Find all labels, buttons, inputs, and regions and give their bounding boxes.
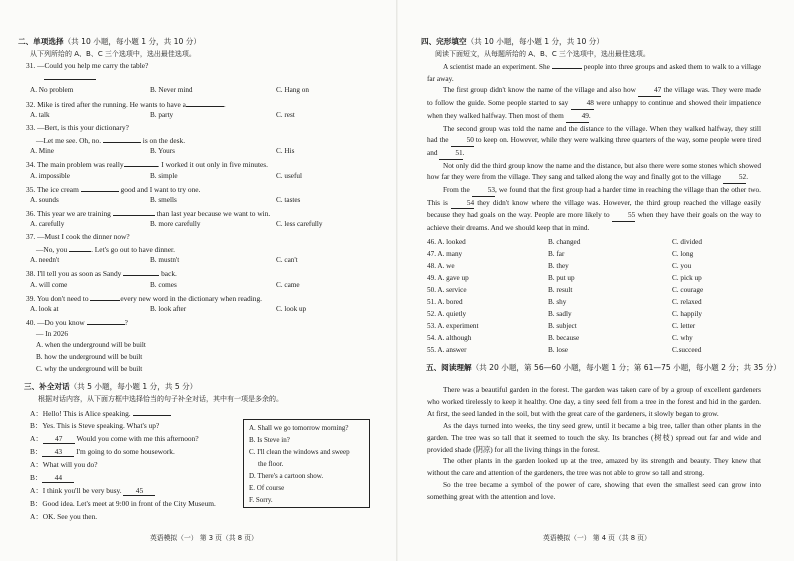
cloze-blank[interactable]: 51 <box>439 147 462 160</box>
question-33: 33. —Bert, is this your dictionary? <box>26 123 129 132</box>
cloze-paragraph <box>427 84 761 122</box>
q35-option-c[interactable]: C. tastes <box>276 196 301 204</box>
question-40: 40. —Do you know ? <box>26 318 128 327</box>
section-4-instruction: 阅读下面短文，从每题所给的 A、B、C 三个选项中，选出最佳选项。 <box>435 50 650 58</box>
q40-option-c[interactable]: C. why the underground will be built <box>36 365 143 373</box>
cloze-text: . <box>462 147 465 157</box>
q33-option-a[interactable]: A. Mine <box>30 147 54 155</box>
q35-option-b[interactable]: B. smells <box>150 196 177 204</box>
cloze-option[interactable]: 46. A. looked <box>427 238 466 246</box>
cloze-option[interactable]: B. lose <box>548 346 568 354</box>
cloze-blank[interactable]: 53 <box>472 184 495 197</box>
section-2-heading: 二、单项选择（共 10 小题，每小题 1 分，共 10 分） <box>18 37 201 46</box>
cloze-option[interactable]: 53. A. experiment <box>427 322 479 330</box>
cloze-option[interactable]: C. long <box>672 250 694 258</box>
reading-paragraph: The other plants in the garden looked up at the tree, amazed by its strength and beauty. They knew that without the care and attention of the gardeners, the tree was not able to grow so tall and strong. <box>427 456 761 478</box>
cloze-option[interactable]: B. shy <box>548 298 567 306</box>
cloze-blank[interactable]: 54 <box>451 197 474 210</box>
q33-option-b[interactable]: B. Yours <box>150 147 175 155</box>
cloze-option[interactable]: B. far <box>548 250 565 258</box>
q40-option-a[interactable]: A. when the underground will be built <box>36 341 146 349</box>
q31-option-c[interactable]: C. Hang on <box>276 86 309 94</box>
cloze-option[interactable]: 51. A. bored <box>427 298 463 306</box>
cloze-text: . <box>588 110 591 120</box>
cloze-option[interactable]: 54. A. although <box>427 334 472 342</box>
cloze-text: , we found that the first group had a harder time in reaching the village than the other two. This is <box>427 185 761 207</box>
page-4-footer: 英语模拟（一） 第 4 页（共 8 页） <box>543 534 651 542</box>
box-option-d[interactable]: D. There's a cartoon show. <box>249 472 324 480</box>
cloze-paragraph <box>427 123 761 160</box>
cloze-text: Not only did the third group know the name and the distance, but also there were some stones which showed how far they were from the village. They sang and talked along the way and finally got to the village <box>427 160 761 182</box>
cloze-option[interactable]: B. sadly <box>548 310 572 318</box>
q36-option-c[interactable]: C. less carefully <box>276 220 323 228</box>
cloze-option[interactable]: B. they <box>548 262 569 270</box>
reading-passage <box>427 384 761 503</box>
q37-option-a[interactable]: A. needn't <box>30 256 60 264</box>
q31-option-b[interactable]: B. Never mind <box>150 86 193 94</box>
cloze-option[interactable]: C. relaxed <box>672 298 702 306</box>
cloze-option[interactable]: C. happily <box>672 310 702 318</box>
q36-option-a[interactable]: A. carefully <box>30 220 65 228</box>
question-32: 32. Mike is tired after the running. He wants to have a . <box>26 100 226 109</box>
cloze-text: A scientist made an experiment. She <box>443 62 552 71</box>
section-4-heading: 四、完形填空（共 10 小题，每小题 1 分，共 10 分） <box>421 37 604 46</box>
dialogue-line-4: B： 43 I'm going to do some housework. <box>30 447 175 456</box>
cloze-option[interactable]: C. letter <box>672 322 696 330</box>
dialogue-line-2: B：Yes. This is Steve speaking. What's up? <box>30 421 160 430</box>
q32-option-c[interactable]: C. rest <box>276 111 295 119</box>
question-38: 38. I'll tell you as soon as Sandy back. <box>26 269 177 278</box>
cloze-text: . <box>746 172 749 182</box>
reading-paragraph: So the tree became a symbol of the power of care, showing that even the smallest seed can grow into something great with the attention and love. <box>427 480 761 502</box>
cloze-blank[interactable]: 49 <box>566 110 589 123</box>
q33-option-c[interactable]: C. His <box>276 147 295 155</box>
cloze-option[interactable]: 52. A. quietly <box>427 310 467 318</box>
section-5-heading: 五、阅读理解（共 20 小题，第 56—60 小题，每小题 1 分；第 61—75 小题，每小题 2 分；共 35 分） <box>426 363 781 372</box>
q39-option-b[interactable]: B. look after <box>150 305 187 313</box>
question-37-line2: —No, you . Let's go out to have dinner. <box>36 245 175 254</box>
box-option-b[interactable]: B. Is Steve in? <box>249 436 290 444</box>
dialogue-options-box <box>243 419 370 508</box>
cloze-option[interactable]: 50. A. service <box>427 286 467 294</box>
cloze-blank[interactable]: 47 <box>638 84 661 97</box>
reading-paragraph: There was a beautiful garden in the forest. The garden was taken care of by a group of excellent gardeners who worked tirelessly to keep it healthy. One day, a tiny seed fell from a tree in the forest and hid in the garden. At first, the seed landed in the soil, but with the great care of the gardeners, it slowly began to grow. <box>427 385 761 418</box>
cloze-text: The first group didn't know the name of the village and also how <box>443 85 639 95</box>
dialogue-line-7: A：I think you'll be very busy. 45 <box>30 486 155 496</box>
dialogue-line-6: B： 44 <box>30 473 74 483</box>
dialogue-line-3: A： 47 Would you come with me this afternoon? <box>30 434 199 443</box>
q34-option-c[interactable]: C. useful <box>276 172 302 180</box>
cloze-option[interactable]: 47. A. many <box>427 250 463 258</box>
cloze-option[interactable]: B. because <box>548 334 580 342</box>
question-31: 31. —Could you help me carry the table? <box>26 61 149 70</box>
cloze-option[interactable]: 55. A. answer <box>427 346 467 354</box>
cloze-text: to keep on. However, while they were walking three quarters of the way, some people were tired and <box>427 135 761 157</box>
box-option-f[interactable]: F. Sorry. <box>249 496 273 504</box>
question-33-line2: —Let me see. Oh, no. is on the desk. <box>36 136 186 145</box>
cloze-paragraph <box>427 160 761 184</box>
cloze-option[interactable]: B. changed <box>548 238 581 246</box>
cloze-blank[interactable] <box>552 68 582 69</box>
question-39: 39. You don't need to every new word in the dictionary when reading. <box>26 294 262 303</box>
q39-option-a[interactable]: A. look at <box>30 305 59 313</box>
q39-option-c[interactable]: C. look up <box>276 305 307 313</box>
cloze-option[interactable]: 49. A. gave up <box>427 274 469 282</box>
cloze-paragraph <box>427 61 761 84</box>
question-31-blank <box>44 72 96 82</box>
q38-option-a[interactable]: A. will come <box>30 281 68 289</box>
section-3-instruction: 根据对话内容，从下面方框中选择恰当的句子补全对话，其中有一项是多余的。 <box>38 395 283 403</box>
cloze-option[interactable]: C. pick up <box>672 274 702 282</box>
q35-option-a[interactable]: A. sounds <box>30 196 59 204</box>
cloze-passage <box>427 61 761 234</box>
page-3-footer: 英语模拟（一） 第 3 页（共 8 页） <box>150 534 258 542</box>
cloze-option[interactable]: C. why <box>672 334 693 342</box>
q32-option-b[interactable]: B. party <box>150 111 174 119</box>
cloze-text: the village was. They were made to follow the guide. Some people started to say <box>427 85 761 108</box>
question-40-line2: — In 2026 <box>36 329 69 338</box>
dialogue-line-8: B：Good idea. Let's meet at 9:00 in front of the City Museum. <box>30 499 216 508</box>
cloze-blank[interactable]: 52 <box>723 171 746 184</box>
box-option-c[interactable]: C. I'll clean the windows and sweep <box>249 448 350 456</box>
cloze-option[interactable]: B. result <box>548 286 573 294</box>
cloze-text: were unhappy to continue and showed their impatience when they walked halfway. Then most of them <box>427 98 761 120</box>
cloze-option[interactable]: B. put up <box>548 274 575 282</box>
q31-option-a[interactable]: A. No problem <box>30 86 74 94</box>
box-option-a[interactable]: A. Shall we go tomorrow morning? <box>249 424 349 432</box>
cloze-paragraph <box>427 184 761 234</box>
cloze-text: The second group was told the name and the distance to the village. When they walked halfway, they still had the <box>427 123 761 145</box>
dialogue-line-5: A：What will you do? <box>30 460 98 469</box>
cloze-option[interactable]: C. you <box>672 262 692 270</box>
box-option-e[interactable]: E. Of course <box>249 484 285 492</box>
cloze-option[interactable]: C. courage <box>672 286 704 294</box>
q37-option-b[interactable]: B. mustn't <box>150 256 180 264</box>
dialogue-line-1: A：Hello! This is Alice speaking. <box>30 408 171 418</box>
cloze-blank[interactable]: 48 <box>571 97 594 110</box>
q36-option-b[interactable]: B. more carefully <box>150 220 201 228</box>
q32-option-a[interactable]: A. talk <box>30 111 50 119</box>
cloze-text: From the <box>443 185 472 195</box>
cloze-option[interactable]: C. divided <box>672 238 702 246</box>
q40-option-b[interactable]: B. how the underground will be built <box>36 353 143 361</box>
reading-paragraph: As the days turned into weeks, the tiny seed grew, until it became a big tree, taller than other plants in the garden. The tree was so tall that it seemed to touch the sky. Its branches (树枝) spread out far and wide and provided shade (阴凉) for all the living things in the forest. <box>427 420 761 454</box>
q34-option-a[interactable]: A. impossible <box>30 172 70 180</box>
section-3-heading: 三、补全对话（共 5 小题，每小题 1 分，共 5 分） <box>24 382 198 391</box>
cloze-option[interactable]: 48. A. we <box>427 262 455 270</box>
cloze-blank[interactable]: 55 <box>612 209 635 222</box>
q37-option-c[interactable]: C. can't <box>276 256 298 264</box>
q38-option-b[interactable]: B. comes <box>150 281 177 289</box>
cloze-option[interactable]: C.succeed <box>672 346 702 354</box>
dialogue-line-9: A：OK. See you then. <box>30 512 98 521</box>
q34-option-b[interactable]: B. simple <box>150 172 178 180</box>
question-37: 37. —Must I cook the dinner now? <box>26 232 130 241</box>
cloze-option[interactable]: B. subject <box>548 322 577 330</box>
section-2-instruction: 从下列所给的 A、B、C 三个选项中，选出最佳选项。 <box>30 50 196 58</box>
question-35: 35. The ice cream good and I want to try one. <box>26 185 201 194</box>
q38-option-c[interactable]: C. came <box>276 281 300 289</box>
cloze-text: people into three groups and asked them to walk to a village far away. <box>427 62 761 83</box>
question-36: 36. This year we are training than last year because we want to win. <box>26 209 271 218</box>
question-34: 34. The main problem was really . I worked it out only in five minutes. <box>26 160 269 169</box>
cloze-blank[interactable]: 50 <box>451 134 474 147</box>
box-option-c-cont: the floor. <box>258 460 284 468</box>
cloze-text: when they have their goals on the way to achieve their dreams. And we should keep that in mind. <box>427 210 761 233</box>
cloze-text: they didn't know where the village was. However, the third group reached the village easily because they had goals on the way. People are more likely to <box>427 197 761 220</box>
